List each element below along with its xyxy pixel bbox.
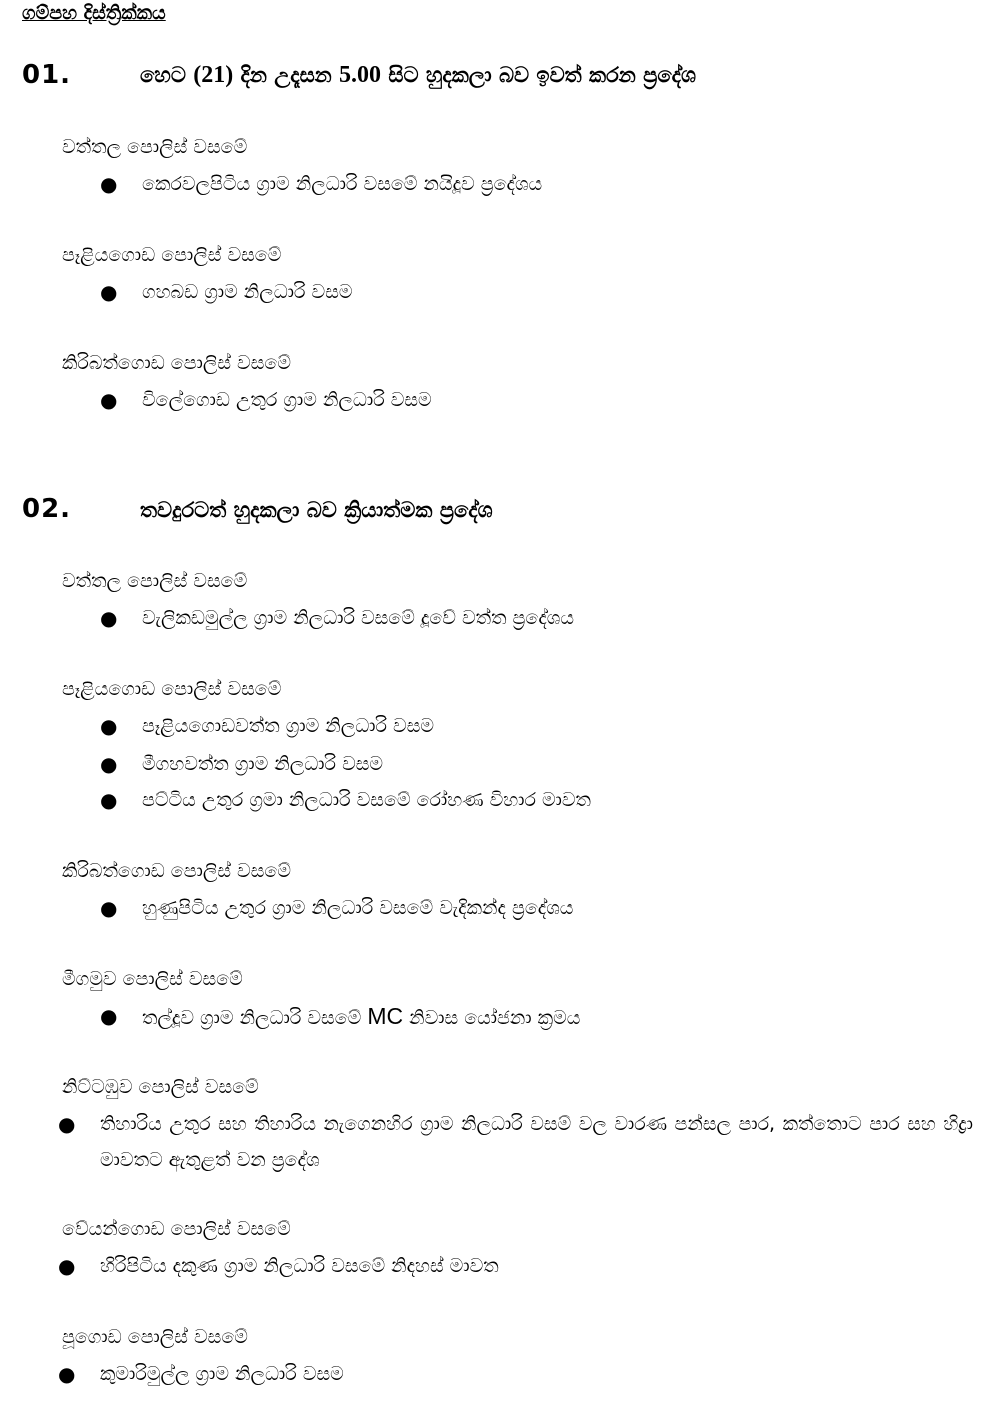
- list-item-text: තිහාරිය උතුර සහ තිහාරිය නැගෙනහිර ග්‍රාම නිලධාරි වසම් වල වාරණ පන්සල පාර, කත්තොට පාර සහ හිද්‍රා මාවතට ඇතුළත් වන ප්‍රදේශ: [100, 1113, 973, 1171]
- police-area-heading: වත්තල පොලිස් වසමේ: [62, 570, 248, 592]
- list-item: [100, 998, 581, 1036]
- police-area-heading: කිරිබත්ගොඩ පොලිස් වසමේ: [62, 860, 291, 882]
- section-1-title-part: දින උදෑසන: [233, 63, 340, 87]
- bullet-icon: ●: [58, 1112, 76, 1136]
- section-1-title: [140, 62, 696, 89]
- list-item-text: විලේගොඩ උතුර ග්‍රාම නිලධාරි වසම: [142, 389, 432, 411]
- police-area-heading: පෑළියගොඩ පොලිස් වසමේ: [62, 678, 282, 700]
- section-2-number: 02.: [22, 494, 72, 524]
- police-area-heading: වත්තල පොලිස් වසමේ: [62, 136, 248, 158]
- list-item: [100, 782, 591, 818]
- list-item-text-part: තල්දූව ග්‍රාම නිලධාරි වසමේ: [142, 1007, 368, 1029]
- bullet-icon: ●: [100, 280, 118, 304]
- list-item: [100, 166, 543, 202]
- bullet-icon: ●: [100, 752, 118, 776]
- list-item: [100, 600, 575, 636]
- list-item-text: මීගහවත්ත ග්‍රාම නිලධාරි වසම: [142, 753, 384, 775]
- police-area-heading: පෑළියගොඩ පොලිස් වසමේ: [62, 244, 282, 266]
- bullet-icon: ●: [100, 1004, 118, 1028]
- list-item: [58, 1356, 344, 1392]
- list-item: [100, 890, 574, 926]
- section-2-title: තවදුරටත් හුදකලා බව ක්‍රියාත්මක ප්‍රදේශ: [140, 498, 493, 522]
- list-item: [100, 382, 432, 418]
- police-area-heading: කිරිබත්ගොඩ පොලිස් වසමේ: [62, 352, 291, 374]
- district-title: ගම්පහ දිස්ත්‍රික්කය: [22, 2, 166, 24]
- bullet-icon: ●: [100, 172, 118, 196]
- section-1-number: 01.: [22, 60, 72, 90]
- bullet-icon: ●: [100, 788, 118, 812]
- list-item-text: වැලිකඩමුල්ල ග්‍රාම නිලධාරි වසමේ දූවේ වත්ත ප්‍රදේශය: [142, 607, 575, 629]
- police-area-heading: වේයන්ගොඩ පොලිස් වසමේ: [62, 1218, 291, 1240]
- list-item-text: කුමාරිමුල්ල ග්‍රාම නිලධාරි වසම: [100, 1363, 344, 1385]
- list-item: [58, 1106, 973, 1178]
- list-item-text-part: නිවාස යෝජනා ක්‍රමය: [403, 1007, 581, 1029]
- section-1-title-time: 5.00: [339, 62, 382, 88]
- list-item: [58, 1248, 499, 1284]
- list-item-text-code: MC: [367, 1003, 404, 1029]
- list-item-text: හිරිපිටිය දකුණ ග්‍රාම නිලධාරි වසමේ නිදහස් මාවත: [100, 1255, 499, 1277]
- list-item: [100, 274, 353, 310]
- bullet-icon: ●: [100, 606, 118, 630]
- list-item-text: හුණුපිටිය උතුර ග්‍රාම නිලධාරි වසමේ වැදිකන්ද ප්‍රදේශය: [142, 897, 574, 919]
- bullet-icon: ●: [100, 388, 118, 412]
- list-item: [100, 746, 384, 782]
- section-1-title-part: සිට හුදකලා බව ඉවත් කරන ප්‍රදේශ: [381, 63, 697, 87]
- police-area-heading: මීගමුව පොලිස් වසමේ: [62, 968, 243, 990]
- police-area-heading: නිට්ටඹුව පොලිස් වසමේ: [62, 1076, 259, 1098]
- bullet-icon: ●: [100, 714, 118, 738]
- police-area-heading: පූගොඩ පොලිස් වසමේ: [62, 1326, 248, 1348]
- list-item: [100, 708, 435, 744]
- list-item-text: කෙරවලපිටිය ග්‍රාම නිලධාරි වසමේ නයිදූව ප්‍රදේශය: [142, 173, 543, 195]
- bullet-icon: ●: [58, 1362, 76, 1386]
- section-1-title-day: (21): [193, 62, 234, 88]
- section-1-title-part: හෙට: [140, 63, 194, 87]
- bullet-icon: ●: [100, 896, 118, 920]
- list-item-text: [142, 1003, 581, 1029]
- list-item-text: පෑළියගොඩවත්ත ග්‍රාම නිලධාරි වසම: [142, 715, 435, 737]
- bullet-icon: ●: [58, 1254, 76, 1278]
- list-item-text: ගහබඩ ග්‍රාම නිලධාරි වසම: [142, 281, 353, 303]
- list-item-text: පට්ටිය උතුර ග්‍රමා නිලධාරි වසමේ රෝහණ විහාර මාවත: [142, 789, 591, 811]
